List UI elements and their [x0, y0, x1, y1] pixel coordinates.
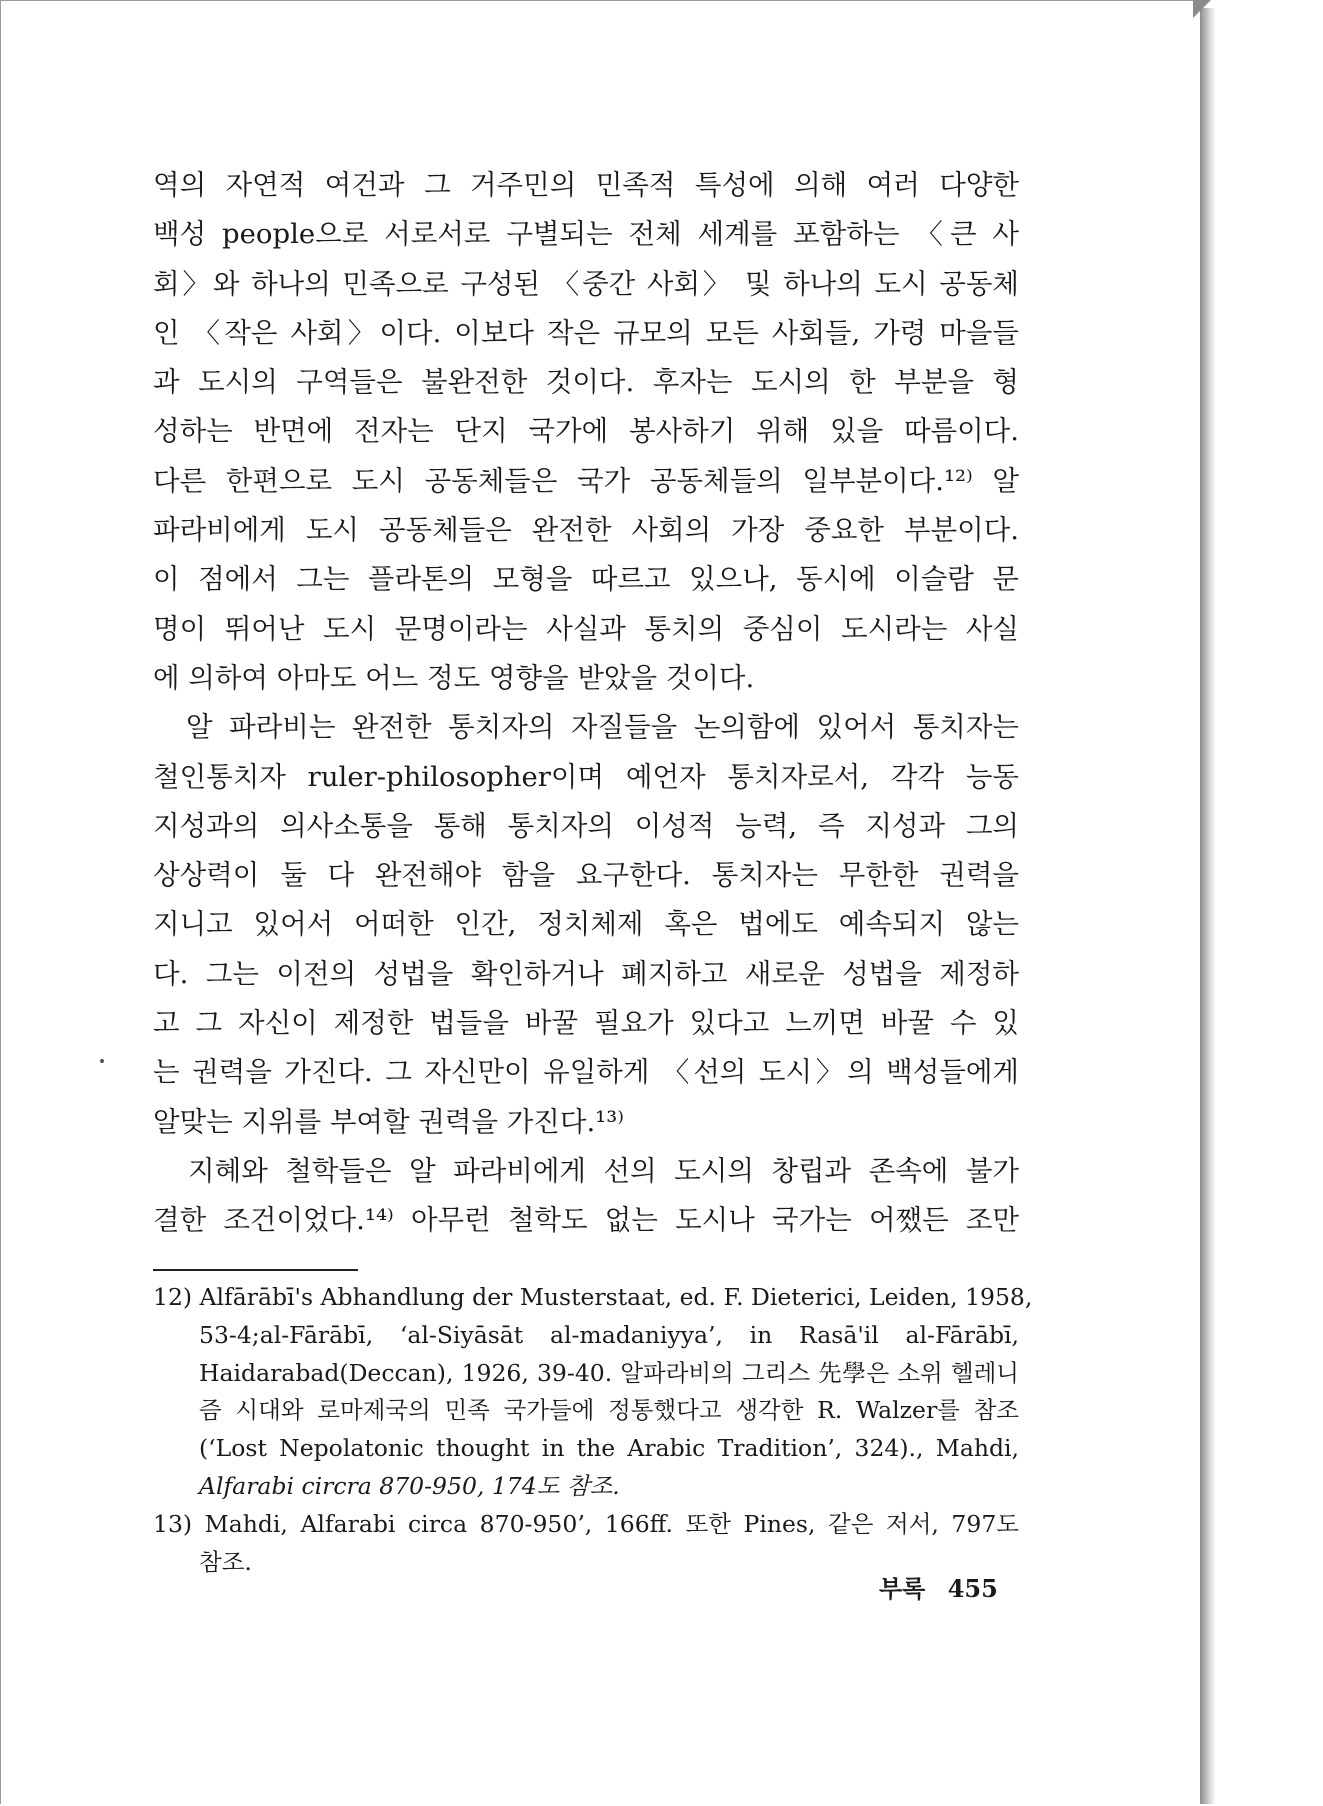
body-text	[153, 161, 1019, 1246]
text-line: 다. 그는 이전의 성법을 확인하거나 폐지하고 새로운 성법을 제정하	[153, 957, 1019, 990]
page-corner-fold	[1193, 0, 1211, 18]
footnote-line: (‘Lost Nepolatonic thought in the Arabic Tradition’, 324)., Mahdi,	[199, 1434, 1019, 1463]
section-label: 부록	[879, 1574, 926, 1603]
footnote-12	[153, 1279, 1033, 1506]
text-line: 역의 자연적 여건과 그 거주민의 민족적 특성에 의해 여러 다양한	[153, 169, 1019, 201]
text-line: 회〉와 하나의 민족으로 구성된 〈중간 사회〉 및 하나의 도시 공동체	[153, 267, 1019, 300]
text-line: 이 점에서 그는 플라톤의 모형을 따르고 있으나, 동시에 이슬람 문	[153, 563, 1019, 596]
paragraph-3	[153, 1147, 1019, 1246]
text-line: 상상력이 둘 다 완전해야 함을 요구한다. 통치자는 무한한 권력을	[153, 859, 1019, 892]
text-line: 결한 조건이었다.¹⁴⁾ 아무런 철학도 없는 도시나 국가는 어쨌든 조만	[153, 1204, 1019, 1237]
text-line: 알 파라비는 완전한 통치자의 자질들을 논의함에 있어서 통치자는	[153, 711, 1019, 744]
text-line: 과 도시의 구역들은 불완전한 것이다. 후자는 도시의 한 부분을 형	[153, 366, 1019, 399]
text-line: 는 권력을 가진다. 그 자신만이 유일하게 〈선의 도시〉의 백성들에게	[153, 1056, 1019, 1089]
page-footer	[879, 1569, 998, 1604]
text-line: 파라비에게 도시 공동체들은 완전한 사회의 가장 중요한 부분이다.	[153, 514, 1019, 547]
text-line: 알맞는 지위를 부여할 권력을 가진다.¹³⁾	[153, 1105, 624, 1138]
scan-speck	[100, 1059, 104, 1063]
text-line: 지성과의 의사소통을 통해 통치자의 이성적 능력, 즉 지성과 그의	[153, 809, 1019, 842]
text-line: 명이 뛰어난 도시 문명이라는 사실과 통치의 중심이 도시라는 사실	[153, 612, 1019, 645]
footnote-line: 즘 시대와 로마제국의 민족 국가들에 정통했다고 생각한 R. Walzer를 참조	[199, 1396, 1019, 1425]
footnote-line: 53-4;al-Fārābī, ‘al-Siyāsāt al-madaniyya’, in Rasā'il al-Fārābī,	[199, 1320, 1019, 1349]
text-line: 인 〈작은 사회〉이다. 이보다 작은 규모의 모든 사회들, 가령 마을들	[153, 316, 1019, 349]
text-line: 성하는 반면에 전자는 단지 국가에 봉사하기 위해 있을 따름이다.	[153, 415, 1019, 448]
footnote-line: 12) Alfārābī's Abhandlung der Musterstaat, ed. F. Dieterici, Leiden, 1958,	[153, 1283, 1033, 1311]
text-line: 다른 한편으로 도시 공동체들은 국가 공동체들의 일부분이다.¹²⁾ 알	[153, 464, 1019, 497]
footnote-divider	[153, 1269, 358, 1271]
text-line: 지혜와 철학들은 알 파라비에게 선의 도시의 창립과 존속에 불가	[153, 1154, 1019, 1187]
text-line: 백성 people으로 서로서로 구별되는 전체 세계를 포함하는 〈큰 사	[153, 218, 1019, 251]
paragraph-1	[153, 161, 1019, 703]
page-number: 455	[947, 1574, 998, 1603]
footnote-line: Alfarabi circra 870-950, 174도 참조.	[199, 1471, 620, 1500]
paragraph-2	[153, 703, 1019, 1147]
footnote-line: 참조.	[199, 1547, 252, 1576]
footnote-line: 13) Mahdi, Alfarabi circa 870-950’, 166ff. 또한 Pines, 같은 저서, 797도	[153, 1509, 1019, 1538]
text-line: 지니고 있어서 어떠한 인간, 정치체제 혹은 법에도 예속되지 않는	[153, 908, 1019, 941]
footnotes	[153, 1279, 1033, 1581]
page-edge-shadow	[1200, 8, 1216, 1804]
footnote-line: Haidarabad(Deccan), 1926, 39-40. 알파라비의 그리스 先學은 소위 헬레니	[199, 1358, 1019, 1387]
text-line: 에 의하여 아마도 어느 정도 영향을 받았을 것이다.	[153, 661, 755, 694]
text-line: 철인통치자 ruler-philosopher이며 예언자 통치자로서, 각각 능동	[153, 760, 1019, 793]
text-line: 고 그 자신이 제정한 법들을 바꿀 필요가 있다고 느끼면 바꿀 수 있	[153, 1007, 1019, 1040]
